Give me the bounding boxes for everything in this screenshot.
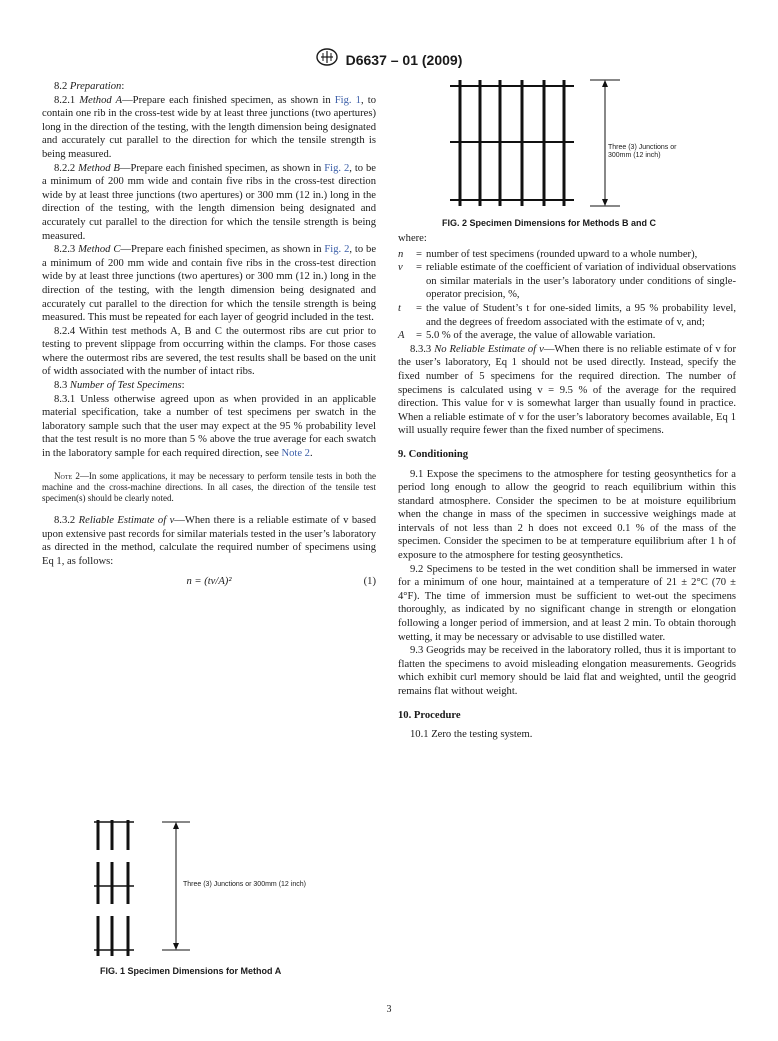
astm-logo-icon [316, 48, 338, 71]
where-item-t: t = the value of Student’s t for one-sided limits, a 95 % probability level, and the degrees of freedom associated with the estimate of v, and; [398, 302, 736, 328]
paragraph-8-2-1: 8.2.1 Method A—Prepare each finished specimen, as shown in Fig. 1, to contain one rib in the cross-test wide by at least three junctions (two apertures) long in the direction of the testing, with the length dimension being designated and accurately cut parallel to the direction for which the tensile strength is being measured. [42, 94, 376, 160]
fig-1-link[interactable]: Fig. 1 [334, 94, 361, 106]
paragraph-8-3-2: 8.3.2 Reliable Estimate of v—When there is a reliable estimate of v based upon extensive past records for similar materials tested in the user’s laboratory as directed in the method, calculate the required number of specimens using Eq 1, as follows: [42, 515, 376, 568]
paragraph-8-2-2: 8.2.2 Method B—Prepare each finished specimen, as shown in Fig. 2, to be a minimum of 200 mm wide and contain five ribs in the cross-test direction wide by at least three junctions (two apertures) or 300 mm (12 in.) long in the direction of the testing, with the length dimension being designated and accurately cut parallel to the direction for which the tensile strength is being measured. [42, 162, 377, 242]
where-item-a: A = 5.0 % of the average, the value of allowable variation. [398, 330, 656, 342]
note-2-link[interactable]: Note 2 [281, 448, 310, 460]
page-number: 3 [386, 1004, 392, 1015]
right-column [398, 232, 736, 742]
section-10-heading: 10. Procedure [398, 709, 461, 721]
paragraph-8-2: 8.2 Preparation: [54, 81, 125, 92]
note-2: Note 2—In some applications, it may be necessary to perform tensile tests in both the machine and the cross-machine directions. In all cases, the direction of the tensile test specimen(s) should be clearly noted. [42, 470, 376, 504]
where-item-v: v = reliable estimate of the coefficient of variation of individual observations on similar materials in the user’s laboratory under conditions of single-operator precision, %, [398, 262, 736, 301]
fig-2-dimension-label: Three (3) Junctions or 300mm (12 inch) [608, 144, 677, 159]
paragraph-10-1: 10.1 Zero the testing system. [410, 729, 533, 741]
paragraph-9-3: 9.3 Geogrids may be received in the laboratory rolled, thus it is important to flatten the specimens to avoid misleading elongation measurements. Geogrids which exhibit curl memory should be laid flat and weighted, until the geogrid remains flat without weight. [398, 645, 736, 697]
fig-2-link[interactable]: Fig. 2 [324, 244, 350, 256]
fig-2-link[interactable]: Fig. 2 [324, 162, 350, 174]
fig-1-dimension-label: Three (3) Junctions or 300mm (12 inch) [183, 881, 306, 888]
page-header [0, 48, 778, 71]
paragraph-8-3: 8.3 Number of Test Specimens: [54, 380, 185, 392]
fig-1-caption: FIG. 1 Specimen Dimensions for Method A [100, 966, 282, 976]
paragraph-8-3-1: 8.3.1 Unless otherwise agreed upon as when provided in an applicable material specification, take a number of test specimens per swatch in the laboratory sample such that the user may expect at the 95 % probability level that the test result is no more than 5 % above the true average for each swatch in the laboratory sample for each required direction, see Note 2. [42, 393, 376, 460]
paragraph-8-2-4: 8.2.4 Within test methods A, B and C the outermost ribs are cut prior to testing to prevent slippage from occurring within the clamps. For those cases where the outermost ribs are severed, the test results shall be based on the unit of width associated with the number of intact ribs. [42, 325, 376, 378]
equation-formula: n = (tv/A)² [186, 575, 232, 587]
standard-designation: D6637 – 01 (2009) [345, 51, 463, 68]
section-9-heading: 9. Conditioning [398, 448, 469, 460]
fig-2-caption: FIG. 2 Specimen Dimensions for Methods B and C [442, 218, 657, 228]
paragraph-9-1: 9.1 Expose the specimens to the atmosphere for testing geosynthetics for a period long enough to allow the geogrid to reach equilibrium within this standard atmosphere. Consider the specimen to be at moisture equilibrium when the change in mass of the specimen in successive weighings made at intervals of not less than 2 h does not exceed 0.1 % of the mass of the specimen. Consider the specimen to be at temperature equilibrium after 1 h of exposure to the atmosphere for testing geosynthetics. [398, 468, 736, 562]
where-item-n: n = number of test specimens (rounded upward to a whole number), [398, 248, 698, 260]
fig-2-drawing [450, 78, 625, 210]
left-column [42, 80, 376, 597]
paragraph-8-3-3: 8.3.3 No Reliable Estimate of v—When there is no reliable estimate of v for the user’s laboratory, Eq 1 should not be used directly. Instead, specify the fixed number of 5 specimens for the required direction. The number of specimens is calculated using v = 9.5 % of the average for the required direction. This value for v is somewhat larger than usually found in practice. When a reliable estimate of v for the user’s laboratory becomes available, Eq 1 will usually require fewer than the fixed number of specimens. [398, 343, 736, 437]
where-label: where: [398, 233, 427, 244]
equation-number: (1) [363, 575, 376, 587]
paragraph-8-2-3: 8.2.3 Method C—Prepare each finished specimen, as shown in Fig. 2, to be a minimum of 200 mm wide and contain five ribs in the cross-test direction wide by at least three junctions (two apertures) or 300 mm (12 in.) long in the direction of the testing, with the length dimension being designated and accurately cut parallel to the direction for which the tensile strength is being measured. This must be repeated for each layer of geogrid included in the test. [42, 244, 377, 324]
paragraph-9-2: 9.2 Specimens to be tested in the wet condition shall be immersed in water for a minimum of one hour, maintained at a temperature of 21 ± 2°C (70 ± 4°F). The time of immersion must be sufficient to wet-out the specimens thoroughly, as indicated by no significant change in strength or elongation following a longer period of immersion, and at least 2 min. To obtain thorough wetting, it may be necessary or advisable to use distilled water. [398, 563, 736, 643]
equation-1 [42, 575, 376, 597]
where-list [398, 248, 736, 343]
